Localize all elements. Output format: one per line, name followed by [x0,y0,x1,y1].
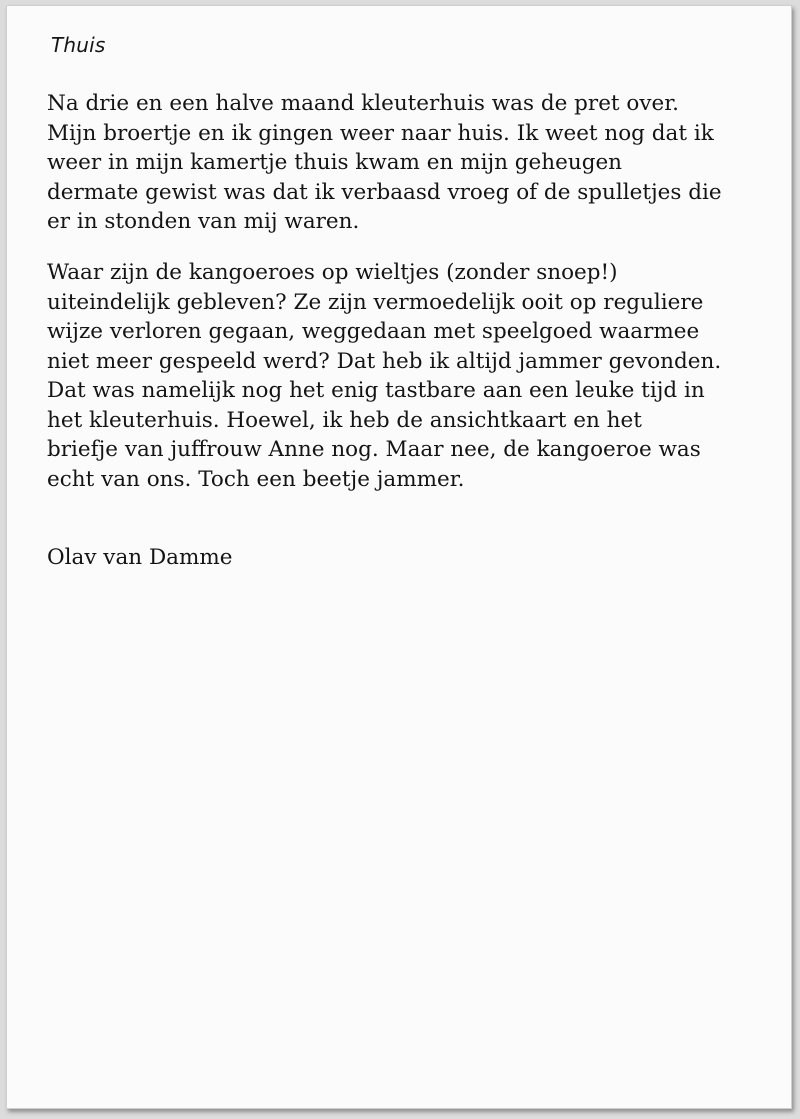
paragraph-line: wijze verloren gegaan, weggedaan met speelgoed waarmee [47,319,700,344]
author-signature: Olav van Damme [47,545,233,570]
paragraph-line: Mijn broertje en ik gingen weer naar huis. Ik weet nog dat ik [47,120,714,146]
paragraph-line: uiteindelijk gebleven? Ze zijn vermoedelijk ooit op reguliere [47,289,704,315]
paragraph-line: weer in mijn kamertje thuis kwam en mijn geheugen [47,150,623,175]
paragraph-line: het kleuterhuis. Hoewel, ik heb de ansichtkaart en het [47,407,642,433]
paragraph-2 [47,258,787,494]
document-page [6,5,792,1109]
paragraph-line: briefje van juffrouw Anne nog. Maar nee, de kangoeroe was [47,437,701,462]
document-title: Thuis [51,33,106,57]
paragraph-line: er in stonden van mij waren. [47,209,360,234]
paragraph-1 [47,89,787,237]
paragraph-line: Na drie en een halve maand kleuterhuis was de pret over. [47,91,679,116]
paragraph-line: Dat was namelijk nog het enig tastbare aan een leuke tijd in [47,378,705,403]
paragraph-line: Waar zijn de kangoeroes op wieltjes (zonder snoep!) [47,260,618,285]
paragraph-line: dermate gewist was dat ik verbaasd vroeg of de spulletjes die [47,179,722,205]
paragraph-line: niet meer gespeeld werd? Dat heb ik altijd jammer gevonden. [47,348,722,374]
paragraph-line: echt van ons. Toch een beetje jammer. [47,466,465,492]
